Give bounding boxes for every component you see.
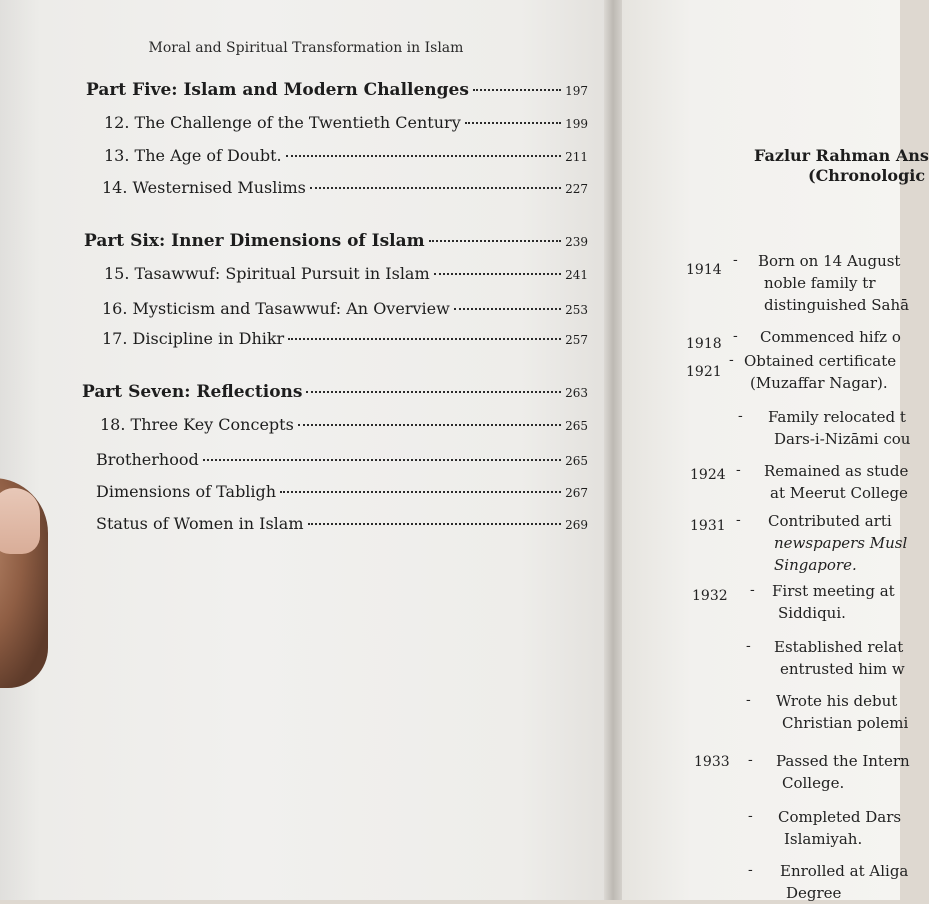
toc-page-number: 197 <box>565 84 588 98</box>
toc-entry-title: Part Five: Islam and Modern Challenges <box>86 80 469 100</box>
chronology-entry-text: Siddiqui. <box>778 604 846 622</box>
chronology-entry-text: Contributed arti <box>768 512 892 530</box>
toc-page-number: 211 <box>565 150 588 164</box>
toc-leader-dots <box>298 424 561 426</box>
chronology-entry-text: Passed the Intern <box>776 752 910 770</box>
toc-entry <box>96 450 588 469</box>
toc-page-number: 269 <box>565 518 588 532</box>
right-page <box>622 0 929 902</box>
chronology-year: 1924 <box>690 467 726 483</box>
chronology-year: 1933 <box>694 754 730 770</box>
chronology-year: 1931 <box>690 518 726 534</box>
toc-part-entry <box>86 80 588 100</box>
toc-entry-title: Part Six: Inner Dimensions of Islam <box>84 231 425 251</box>
chronology-entry-text: Established relat <box>774 638 904 656</box>
toc-entry <box>104 146 588 165</box>
toc-entry <box>96 514 588 533</box>
page-edge-shadow <box>0 0 40 900</box>
toc-entry-title: 12. The Challenge of the Twentieth Century <box>104 113 461 132</box>
chronology-entry-text: Remained as stude <box>764 462 909 480</box>
chronology-entry-text: entrusted him w <box>780 660 905 678</box>
chronology-dash: - <box>729 352 734 368</box>
toc-entry <box>102 178 588 197</box>
toc-page-number: 265 <box>565 419 588 433</box>
toc-page-number: 239 <box>565 235 588 249</box>
toc-page-number: 241 <box>565 268 588 282</box>
chronology-entry-text: Wrote his debut <box>776 692 898 710</box>
toc-entry-title: Status of Women in Islam <box>96 514 304 533</box>
toc-entry-title: Part Seven: Reflections <box>82 382 303 402</box>
toc-leader-dots <box>473 89 561 91</box>
chronology-title-line-2: (Chronologic <box>808 166 926 185</box>
chronology-entry-text: Singapore. <box>774 556 857 574</box>
chronology-entry-text: Family relocated t <box>768 408 906 426</box>
chronology-dash: - <box>746 638 751 654</box>
chronology-title-line-1: Fazlur Rahman Ans <box>754 146 929 165</box>
chronology-entry-text: newspapers Musl <box>774 534 908 552</box>
chronology-entry-text: Obtained certificate <box>744 352 897 370</box>
toc-entry <box>102 299 588 318</box>
toc-entry-title: 16. Mysticism and Tasawwuf: An Overview <box>102 299 450 318</box>
toc-page-number: 253 <box>565 303 588 317</box>
toc-leader-dots <box>465 122 561 124</box>
chronology-dash: - <box>748 862 753 878</box>
toc-leader-dots <box>280 491 561 493</box>
book-gutter <box>604 0 624 900</box>
toc-page-number: 257 <box>565 333 588 347</box>
chronology-dash: - <box>748 752 753 768</box>
chronology-year: 1918 <box>686 336 722 352</box>
toc-page-number: 227 <box>565 182 588 196</box>
chronology-dash: - <box>748 808 753 824</box>
toc-leader-dots <box>203 459 561 461</box>
toc-leader-dots <box>434 273 561 275</box>
chronology-entry-text: Islamiyah. <box>784 830 863 848</box>
chronology-entry-text: Dars-i-Nizāmi cou <box>774 430 911 448</box>
toc-page-number: 265 <box>565 454 588 468</box>
toc-leader-dots <box>454 308 561 310</box>
toc-leader-dots <box>288 338 561 340</box>
toc-leader-dots <box>310 187 561 189</box>
toc-entry-title: 15. Tasawwuf: Spiritual Pursuit in Islam <box>104 264 430 283</box>
running-head: Moral and Spiritual Transformation in Islam <box>148 40 464 56</box>
chronology-dash: - <box>750 582 755 598</box>
toc-entry <box>102 329 588 348</box>
chronology-dash: - <box>746 692 751 708</box>
toc-leader-dots <box>429 240 561 242</box>
toc-part-entry <box>82 382 588 402</box>
toc-part-entry <box>84 231 588 251</box>
toc-leader-dots <box>286 155 562 157</box>
chronology-dash: - <box>736 512 741 528</box>
chronology-dash: - <box>733 252 738 268</box>
toc-page-number: 267 <box>565 486 588 500</box>
toc-entry <box>104 264 588 283</box>
chronology-entry-text: Christian polemi <box>782 714 909 732</box>
chronology-year: 1914 <box>686 262 722 278</box>
toc-leader-dots <box>306 391 561 393</box>
chronology-entry-text: Commenced hifz o <box>760 328 901 346</box>
toc-entry <box>104 113 588 132</box>
chronology-entry-text: (Muzaffar Nagar). <box>750 374 888 392</box>
chronology-dash: - <box>733 328 738 344</box>
chronology-dash: - <box>736 462 741 478</box>
toc-entry-title: Brotherhood <box>96 450 199 469</box>
toc-entry-title: 13. The Age of Doubt. <box>104 146 282 165</box>
chronology-entry-text: College. <box>782 774 845 792</box>
toc-entry-title: 14. Westernised Muslims <box>102 178 306 197</box>
toc-entry-title: 18. Three Key Concepts <box>100 415 294 434</box>
toc-entry <box>100 415 588 434</box>
chronology-entry-text: noble family tr <box>764 274 876 292</box>
chronology-entry-text: at Meerut College <box>770 484 908 502</box>
chronology-year: 1921 <box>686 364 722 380</box>
toc-page-number: 199 <box>565 117 588 131</box>
chronology-entry-text: First meeting at <box>772 582 895 600</box>
thumbnail-nail <box>0 488 40 554</box>
chronology-year: 1932 <box>692 588 728 604</box>
chronology-entry-text: Completed Dars <box>778 808 902 826</box>
toc-entry <box>96 482 588 501</box>
chronology-entry-text: distinguished Sahā <box>764 296 910 314</box>
chronology-entry-text: Born on 14 August <box>758 252 901 270</box>
toc-leader-dots <box>308 523 562 525</box>
chronology-dash: - <box>738 408 743 424</box>
toc-page-number: 263 <box>565 386 588 400</box>
toc-entry-title: 17. Discipline in Dhikr <box>102 329 285 348</box>
chronology-entry-text: Enrolled at Aliga <box>780 862 909 880</box>
chronology-entry-text: Degree <box>786 884 842 902</box>
toc-entry-title: Dimensions of Tabligh <box>96 482 277 501</box>
